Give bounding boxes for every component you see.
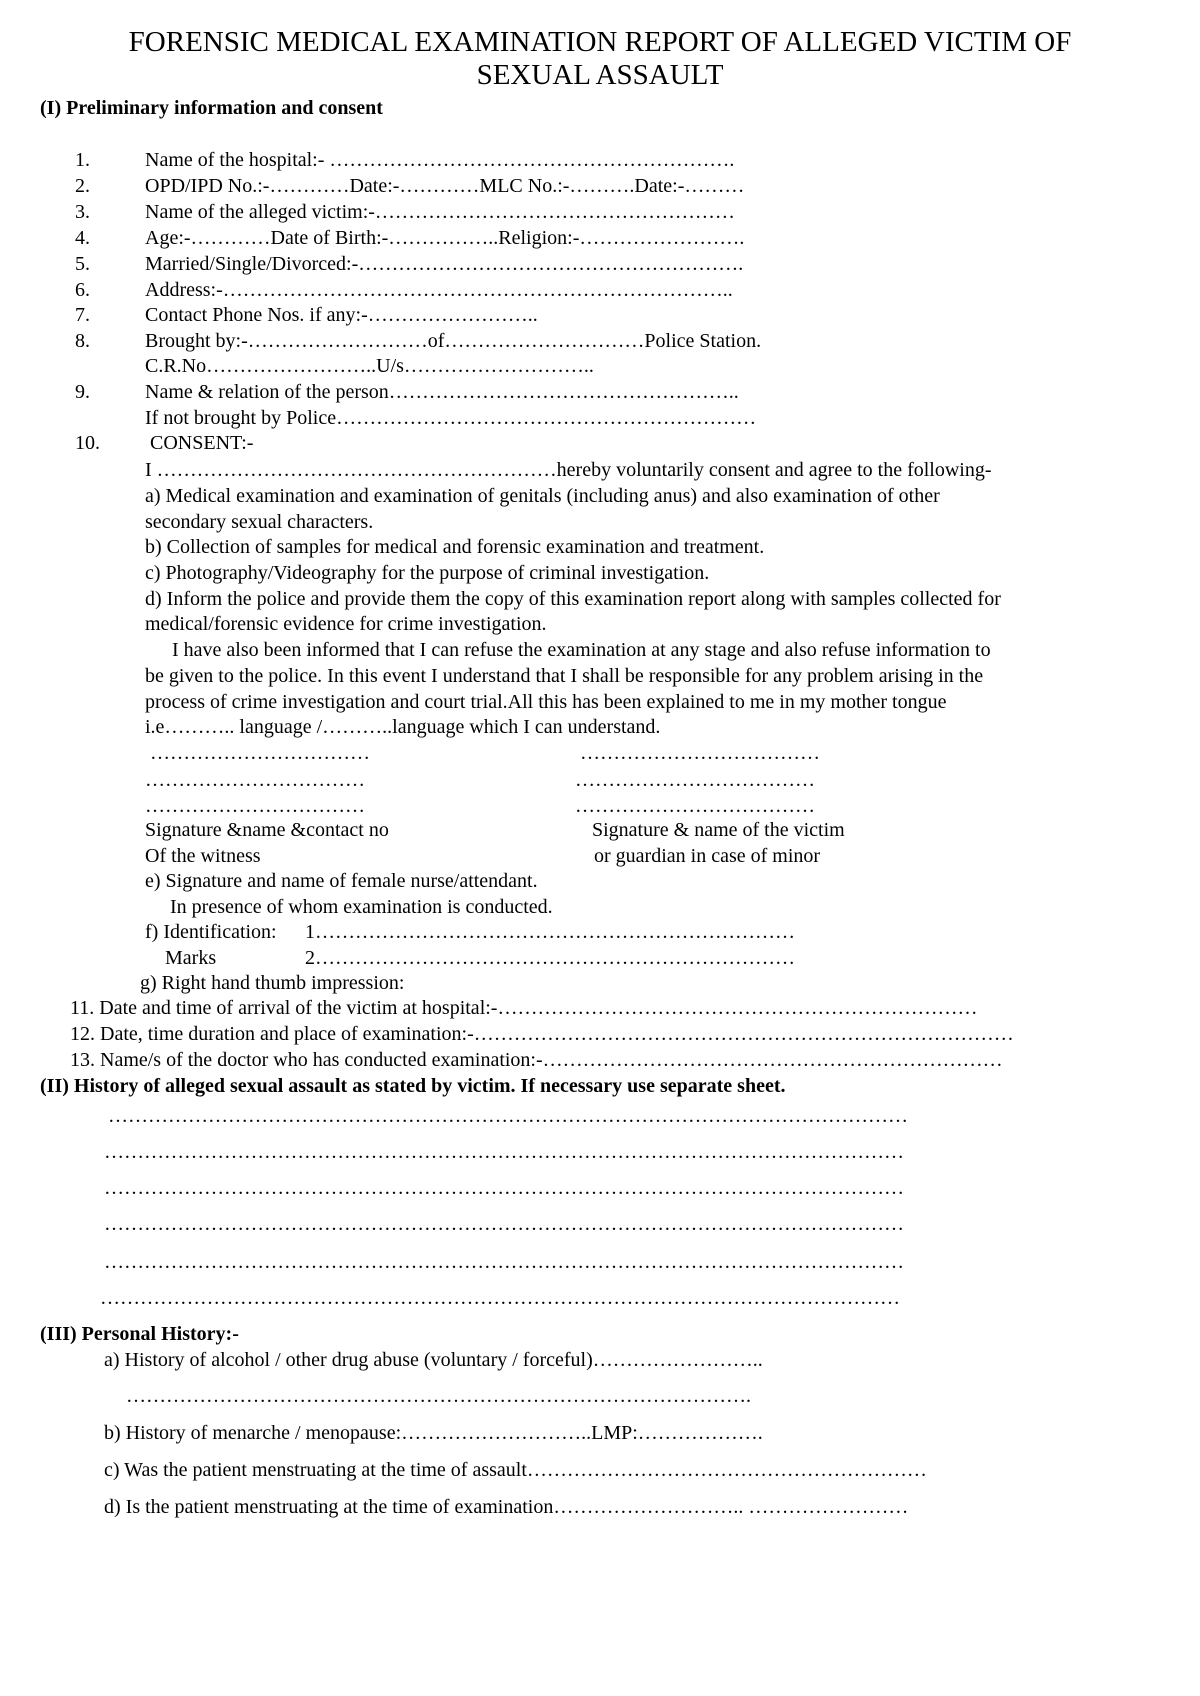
witness-signature-caption-2: Of the witness bbox=[145, 845, 261, 867]
hospital-name-field: Name of the hospital:- ……………………………………………………. bbox=[145, 149, 735, 171]
item-7-number: 7. bbox=[75, 304, 90, 326]
relation-person-field: Name & relation of the person…………………………………………….. bbox=[145, 381, 739, 403]
doctor-name-field: 13. Name/s of the doctor who has conducted examination:-…………………………………………………………… bbox=[70, 1049, 1003, 1071]
consent-item-c: c) Photography/Videography for the purpose of criminal investigation. bbox=[145, 562, 710, 584]
consent-item-d-line-1: d) Inform the police and provide them the copy of this examination report along with samples collected for bbox=[145, 588, 1001, 610]
victim-name-field: Name of the alleged victim:-……………………………………………… bbox=[145, 201, 735, 223]
section-3-heading: (III) Personal History:- bbox=[40, 1323, 239, 1345]
item-10-number: 10. bbox=[75, 432, 100, 454]
history-line-4: ………………………………………………………………………………………………………… bbox=[104, 1213, 904, 1235]
identification-mark-1-field: 1……………………………………………………………… bbox=[305, 921, 795, 943]
witness-signature-line-1: …………………………… bbox=[150, 742, 370, 764]
age-dob-religion-field: Age:-…………Date of Birth:-……………..Religion:-……………………. bbox=[145, 227, 745, 249]
section-1-heading: (I) Preliminary information and consent bbox=[40, 97, 383, 119]
history-line-2: ………………………………………………………………………………………………………… bbox=[104, 1141, 904, 1163]
document-title-line-2: SEXUAL ASSAULT bbox=[476, 59, 724, 91]
witness-signature-line-2: …………………………… bbox=[145, 769, 365, 791]
victim-signature-caption-2: or guardian in case of minor bbox=[594, 845, 821, 867]
examination-details-field: 12. Date, time duration and place of examination:-……………………………………………………………………… bbox=[70, 1023, 1014, 1045]
arrival-time-field: 11. Date and time of arrival of the victim at hospital:-……………………………………………………………… bbox=[70, 997, 978, 1019]
consent-paragraph-line-4: i.e……….. language /………..language which I can understand. bbox=[145, 716, 661, 738]
item-1-number: 1. bbox=[75, 149, 90, 171]
consent-label: CONSENT:- bbox=[150, 432, 254, 454]
consent-item-a-line-2: secondary sexual characters. bbox=[145, 511, 374, 533]
cr-no-field: C.R.No……………………..U/s……………………….. bbox=[145, 355, 594, 377]
menarche-lmp-field: b) History of menarche / menopause:………………………..LMP:………………. bbox=[104, 1422, 763, 1444]
alcohol-drug-history-continuation: …………………………………………………………………………………. bbox=[126, 1385, 751, 1407]
victim-signature-line-2: ……………………………… bbox=[575, 769, 815, 791]
not-brought-by-police-field: If not brought by Police……………………………………………………… bbox=[145, 407, 757, 429]
menstruating-at-exam-field: d) Is the patient menstruating at the time of examination……………………….. …………………… bbox=[104, 1496, 909, 1518]
victim-signature-caption-1: Signature & name of the victim bbox=[592, 819, 845, 841]
witness-signature-line-3: …………………………… bbox=[145, 795, 365, 817]
item-9-number: 9. bbox=[75, 381, 90, 403]
identification-mark-2-field: 2……………………………………………………………… bbox=[305, 947, 795, 969]
nurse-presence-note: In presence of whom examination is conducted. bbox=[170, 896, 553, 918]
item-8-number: 8. bbox=[75, 330, 90, 352]
history-line-3: ………………………………………………………………………………………………………… bbox=[104, 1177, 904, 1199]
consent-paragraph-line-1: I have also been informed that I can refuse the examination at any stage and also refuse information to bbox=[172, 639, 991, 661]
thumb-impression-label: g) Right hand thumb impression: bbox=[140, 972, 405, 994]
item-5-number: 5. bbox=[75, 253, 90, 275]
consent-item-a-line-1: a) Medical examination and examination of genitals (including anus) and also examination of other bbox=[145, 485, 940, 507]
brought-by-field: Brought by:-………………………of…………………………Police Station. bbox=[145, 330, 762, 352]
history-line-6: ………………………………………………………………………………………………………… bbox=[100, 1287, 900, 1309]
victim-signature-line-3: ……………………………… bbox=[575, 795, 815, 817]
identification-marks-label: f) Identification: bbox=[145, 921, 277, 943]
victim-signature-line-1: ……………………………… bbox=[580, 742, 820, 764]
consent-paragraph-line-3: process of crime investigation and court trial.All this has been explained to me in my mother tongue bbox=[145, 691, 947, 713]
consent-paragraph-line-2: be given to the police. In this event I understand that I shall be responsible for any problem arising in the bbox=[145, 665, 984, 687]
marital-status-field: Married/Single/Divorced:-…………………………………………………. bbox=[145, 253, 744, 275]
contact-phone-field: Contact Phone Nos. if any:-…………………….. bbox=[145, 304, 538, 326]
consent-item-b: b) Collection of samples for medical and forensic examination and treatment. bbox=[145, 536, 765, 558]
item-3-number: 3. bbox=[75, 201, 90, 223]
item-2-number: 2. bbox=[75, 175, 90, 197]
alcohol-drug-history-field: a) History of alcohol / other drug abuse (voluntary / forceful)…………………….. bbox=[104, 1349, 763, 1371]
address-field: Address:-………………………………………………………………….. bbox=[145, 279, 733, 301]
consent-item-d-line-2: medical/forensic evidence for crime investigation. bbox=[145, 613, 547, 635]
item-6-number: 6. bbox=[75, 279, 90, 301]
opd-ipd-field: OPD/IPD No.:-…………Date:-…………MLC No.:-……….Date:-……… bbox=[145, 175, 745, 197]
consent-declaration: I ……………………………………………………hereby voluntarily consent and agree to the following- bbox=[145, 459, 992, 481]
section-2-heading: (II) History of alleged sexual assault as stated by victim. If necessary use separate sheet. bbox=[40, 1075, 786, 1097]
nurse-signature-item: e) Signature and name of female nurse/attendant. bbox=[145, 870, 538, 892]
document-title-line-1: FORENSIC MEDICAL EXAMINATION REPORT OF ALLEGED VICTIM OF bbox=[128, 26, 1072, 58]
history-line-5: ………………………………………………………………………………………………………… bbox=[104, 1251, 904, 1273]
history-line-1: ………………………………………………………………………………………………………… bbox=[108, 1105, 908, 1127]
menstruating-at-assault-field: c) Was the patient menstruating at the time of assault…………………………………………………… bbox=[104, 1459, 927, 1481]
item-4-number: 4. bbox=[75, 227, 90, 249]
witness-signature-caption-1: Signature &name &contact no bbox=[145, 819, 389, 841]
marks-label: Marks bbox=[165, 947, 217, 969]
